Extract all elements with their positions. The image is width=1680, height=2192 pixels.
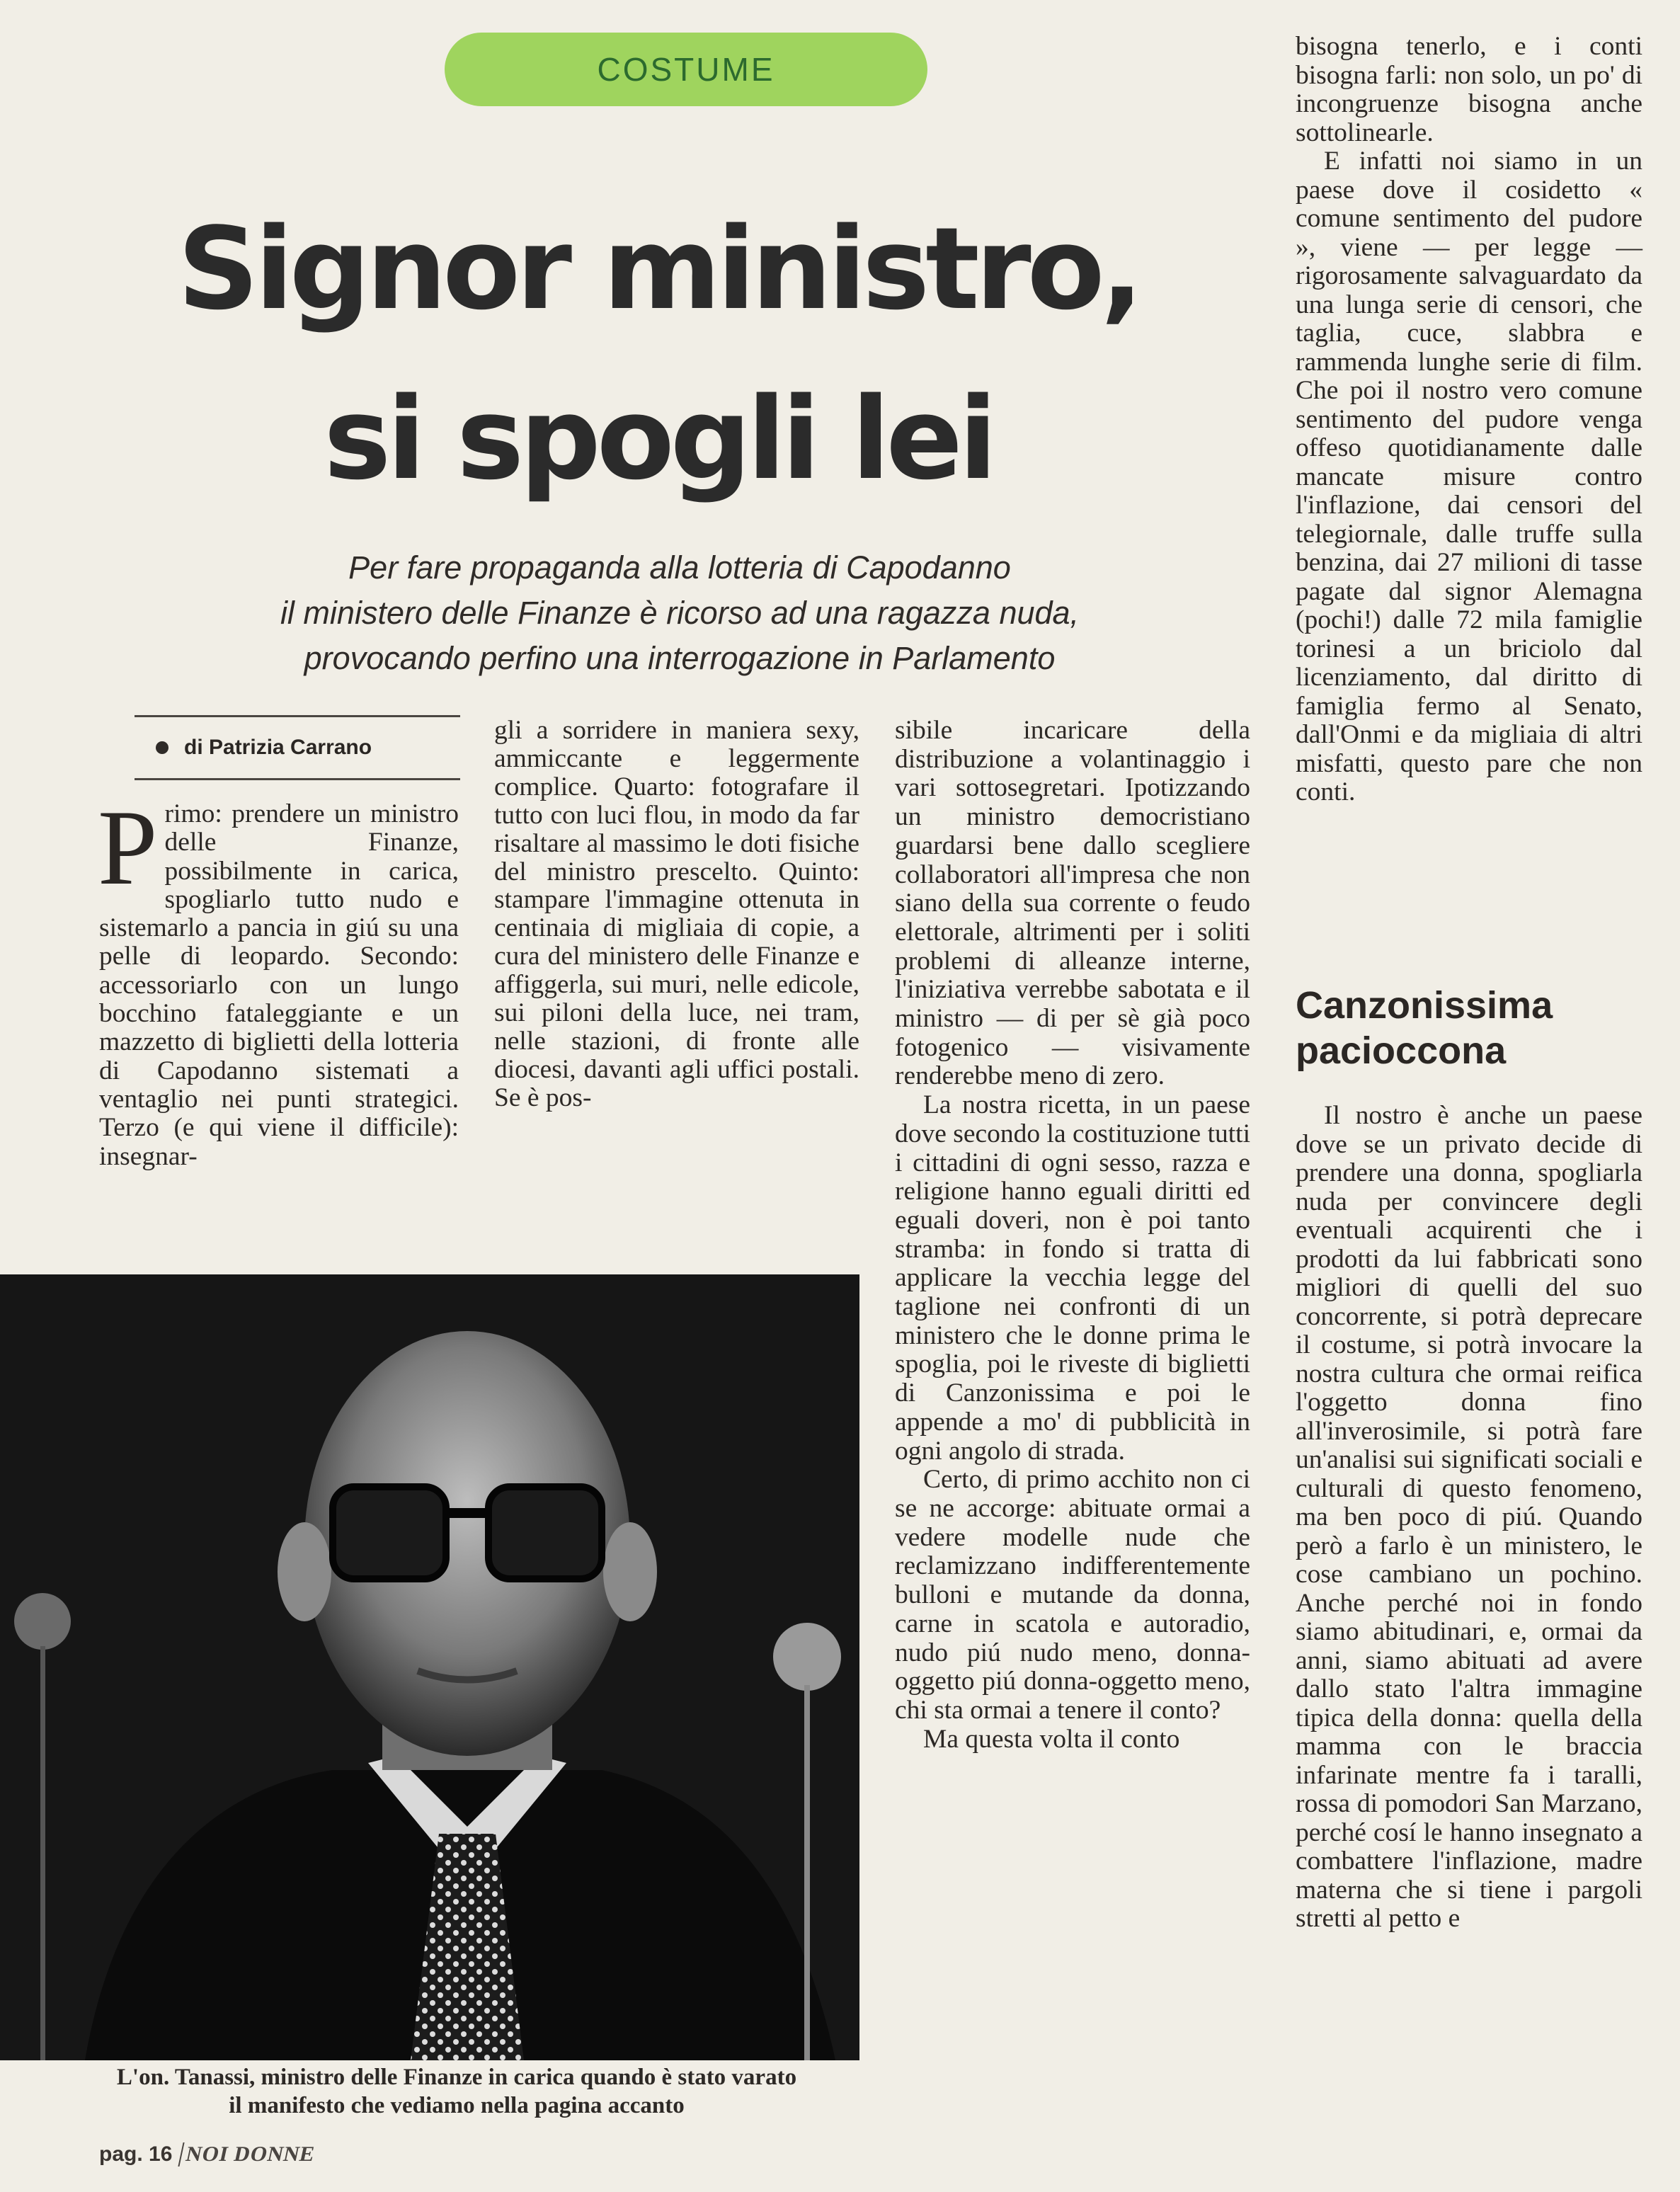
paragraph: Ma questa volta il conto — [923, 1724, 1180, 1754]
caption-line: il manifesto che vediamo nella pagina accanto — [229, 2093, 685, 2118]
article-column-2 — [494, 717, 859, 1112]
byline — [135, 715, 460, 780]
caption-line: L'on. Tanassi, ministro delle Finanze in carica quando è stato varato — [116, 2065, 797, 2090]
paragraph: rimo: prendere un ministro delle Finanze, possibilmente in carica, spogliarlo tutto nudo e sistemarlo a pancia in giú su una pelle di leopardo. Secondo: accessoriarlo con un lungo bocchino fataleggiante e un mazzetto di biglietti della lotteria di Capodanno sistemati a ventaglio nei punti strategici. Terzo (e qui viene il difficile): insegnar- — [99, 799, 459, 1171]
subhead-line: Per fare propaganda alla lotteria di Capodanno — [348, 549, 1011, 586]
paragraph: Certo, di primo acchito non ci se ne accorge: abituate ormai a vedere modelle nude che reclamizzano indifferentemente bulloni e mutande da donna, carne in scatola e autoradio, nudo piú nudo meno, donna-oggetto piú donna-oggetto meno, chi sta ormai a tenere il conto? — [895, 1465, 1250, 1725]
article-column-3 — [895, 717, 1250, 1754]
paragraph: Il nostro è anche un paese dove se un privato decide di prendere una donna, spogliarla nuda per convincere degli eventuali acquirenti che i prodotti da lui fabbricati sono migliori di quelli del suo concorrente, si potrà deprecare il costume, si potrà invocare la nostra cultura che ormai reifica l'oggetto donna fino all'inverosimile, si potrà fare un'analisi sui significati sociali e culturali di questo fenomeno, ma ben poco di piú. Quando però a farlo è un ministero, le cose cambiano un pochino. Anche perché noi in fondo siamo abitudinari, e, ormai da anni, siamo abituati ad avere dallo stato l'altra immagine tipica della donna: quella della mamma con le braccia infarinate mentre fa i taralli, rossa di pomodori San Marzano, perché cosí le hanno insegnato a combattere l'inflazione, madre materna che si tiene i pargoli stretti al petto e — [1296, 1101, 1642, 1933]
section-heading-line: Canzonissima — [1296, 984, 1553, 1027]
subhead-line: il ministero delle Finanze è ricorso ad una ragazza nuda, — [280, 595, 1080, 631]
subhead-line: provocando perfino una interrogazione in Parlamento — [304, 640, 1056, 676]
paragraph: sibile incaricare della distribuzione a volantinaggio i vari sottosegretari. Ipotizzando un ministro democristiano guardarsi bene dallo scegliere collaboratori all'impresa che non siano della sua corrente o feudo elettorale, altrimenti per i soliti problemi di alleanze interne, l'iniziativa verrebbe sabotata e il ministro — di per sè già poco fotogenico — visivamente renderebbe meno di zero. — [895, 716, 1250, 1091]
drop-cap: P — [98, 788, 158, 907]
magazine-logo: NOI DONNE — [178, 2142, 318, 2167]
article-column-4 — [1296, 33, 1642, 807]
bullet-icon — [156, 741, 168, 754]
byline-text: di Patrizia Carrano — [184, 736, 372, 759]
article-column-4-continued — [1296, 1102, 1642, 1934]
subhead — [127, 545, 1232, 681]
headline-line-2: si spogli lei — [324, 372, 993, 505]
headline-line-1: Signor ministro, — [177, 202, 1140, 335]
section-label: COSTUME — [445, 33, 927, 106]
section-heading — [1296, 983, 1642, 1073]
paragraph: gli a sorridere in maniera sexy, ammiccante e leggermente complice. Quarto: fotografare il tutto con luci flou, in modo da far risaltare al massimo le doti fisiche del ministro prescelto. Quinto: stampare l'immagine ottenuta in centinaia di migliaia di copie, a cura del ministero delle Finanze e affiggerla, sui muri, nelle edicole, sui piloni della luce, nei tram, nelle stazioni, di fronte alle diocesi, davanti agli uffici postali. Se è pos- — [494, 716, 859, 1112]
paragraph: E infatti noi siamo in un paese dove il cosidetto « comune sentimento del pudore », viene — per legge — rigorosamente salvaguardato da una lunga serie di censori, che taglia, cuce, slabbra e rammenda lunghe serie di film. Che poi il nostro vero comune sentimento del pudore venga offeso quotidianamente dalle mancate misure contro l'inflazione, dai censori del telegiornale, dalle truffe sulla benzina, dai 27 milioni di tasse pagate dal signor Alemagna (pochi!) dalle 72 mila famiglie torinesi a un briciolo dal licenziamento, dal diritto di famiglia fermo al Senato, dall'Onmi e da migliaia di altri misfatti, questo pare che non conti. — [1296, 147, 1642, 806]
page-footer — [99, 2142, 318, 2167]
photo-caption — [50, 2063, 864, 2120]
paragraph: bisogna tenerlo, e i conti bisogna farli: non solo, un po' di incongruenze bisogna anche sottolinearle. — [1296, 32, 1642, 147]
section-heading-line: pacioccona — [1296, 1029, 1507, 1072]
article-column-1 — [98, 788, 459, 1171]
page-number: pag. 16 — [99, 2142, 173, 2166]
paragraph: La nostra ricetta, in un paese dove secondo la costituzione tutti i cittadini di ogni sesso, razza e religione hanno eguali diritti ed eguali doveri, non è poi tanto stramba: in fondo si tratta di applicare la vecchia legge del taglione nei confronti di un ministero che le donne prima le spoglia, poi le riveste di biglietti di Canzonissima e poi le appende a mo' di pubblicità in ogni angolo di strada. — [895, 1090, 1250, 1466]
photo-minister-portrait — [0, 1274, 859, 2060]
